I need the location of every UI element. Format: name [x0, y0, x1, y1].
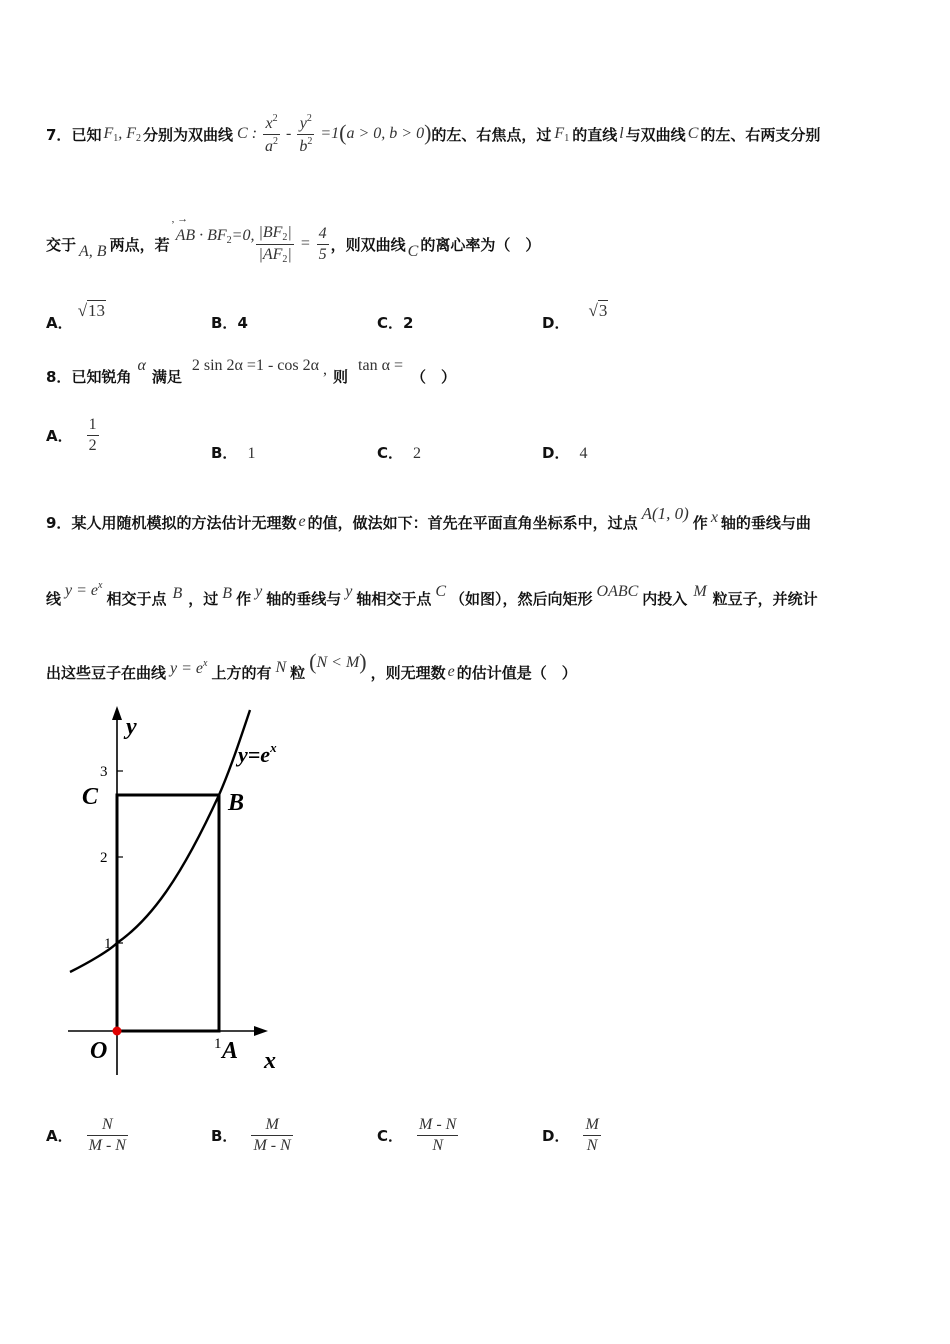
q9-option-c[interactable]: C． $\frac{M - N}{N}$: [377, 1116, 457, 1154]
sqrt-3: √3: [588, 301, 608, 320]
exponential-curve: [70, 710, 250, 972]
q7-hyperbola-eq: C : $\frac{x^2}{a^2}$ - $\frac{y^2}{b^2}$ =1(a > 0, b > 0): [237, 112, 432, 155]
point-a-label: A: [222, 1038, 239, 1064]
q7-line-1: 7． 已知 $F_1$, $F_2$ 分别为双曲线 C : $\frac{x^2}{a^2}$ - $\frac{y^2}{b^2}$ =1(a > 0, b > 0) 的左、右焦点，过 $F_1$ 的直线 l 与双曲线 C 的左、右两支分别: [46, 112, 821, 155]
q9-option-d[interactable]: D． $\frac{M}{N}$: [542, 1116, 599, 1154]
x-axis-arrow-icon: [254, 1026, 268, 1036]
q8-line: 8． 已知锐角 α 满足 2 sin 2α =1 - cos 2α , 则 tan α = （ ）: [46, 357, 456, 386]
q8-option-d[interactable]: D． 4: [542, 444, 588, 462]
tick-label-3: 3: [100, 764, 108, 780]
y-axis-label: y: [126, 714, 137, 740]
sqrt-13: √13: [77, 301, 106, 320]
q7-option-a[interactable]: A． √13: [46, 301, 106, 332]
q9-line-1: 9． 某人用随机模拟的方法估计无理数 e 的值，做法如下：首先在平面直角坐标系中，过点 A(1, 0) 作 x 轴的垂线与曲: [46, 504, 811, 532]
x-axis-label: x: [264, 1048, 276, 1074]
q7-option-c[interactable]: C．2: [377, 314, 414, 332]
q8-equation: 2 sin 2α =1 - cos 2α: [191, 357, 319, 374]
q7-vector-condition: , → AB · $BF_2=0$,: [171, 212, 255, 246]
q8-option-c[interactable]: C． 2: [377, 444, 422, 462]
q7-foci: $F_1$, $F_2$: [103, 124, 142, 144]
q9-line-3: 出这些豆子在曲线 $y = e^x$ 上方的有 N 粒 (N < M) ，则无理数 e 的估计值是（ ）: [46, 649, 577, 682]
q8-tan: tan α =: [358, 357, 403, 374]
q7-line-2: 交于 A, B 两点，若 , → AB · $BF_2=0$, $\frac{|BF_2|}{|AF_2|}$ = $\frac{4}{5}$ ，则双曲线 C 的离心率为（ ）: [46, 212, 541, 265]
q9-option-a[interactable]: A． $\frac{N}{M - N}$: [46, 1116, 126, 1154]
q8-option-b[interactable]: B． 1: [211, 444, 256, 462]
q9-line-2: 线 $y = e^x$ 相交于点 B ，过 B 作 y 轴的垂线与 y 轴相交于点 C （如图），然后向矩形 OABC 内投入 M 粒豆子，并统计: [46, 580, 818, 608]
q9-option-b[interactable]: B． $\frac{M}{M - N}$: [211, 1116, 291, 1154]
point-o-label: O: [90, 1038, 108, 1064]
q8-option-a[interactable]: A． $\frac{1}{2}$: [46, 416, 97, 454]
point-c-label: C: [82, 784, 99, 810]
y-axis-arrow-icon: [112, 706, 122, 720]
point-b-label: B: [228, 790, 245, 816]
origin-dot: [113, 1027, 122, 1036]
q9-figure: [60, 700, 310, 1090]
q7-option-b[interactable]: B．4: [211, 314, 248, 332]
q7-option-d[interactable]: D． √3: [542, 301, 608, 332]
q9-point-a: A(1, 0): [641, 504, 689, 523]
q7-ratio: $\frac{|BF_2|}{|AF_2|}$ = $\frac{4}{5}$: [258, 223, 327, 265]
tick-label-1-y: 1: [104, 936, 112, 952]
curve-label: $y=e^x$: [238, 740, 277, 767]
rectangle-oabc: [117, 795, 219, 1031]
q7-number: 7．: [46, 125, 72, 144]
tick-label-2: 2: [100, 850, 108, 866]
tick-label-1-x: 1: [214, 1036, 222, 1052]
